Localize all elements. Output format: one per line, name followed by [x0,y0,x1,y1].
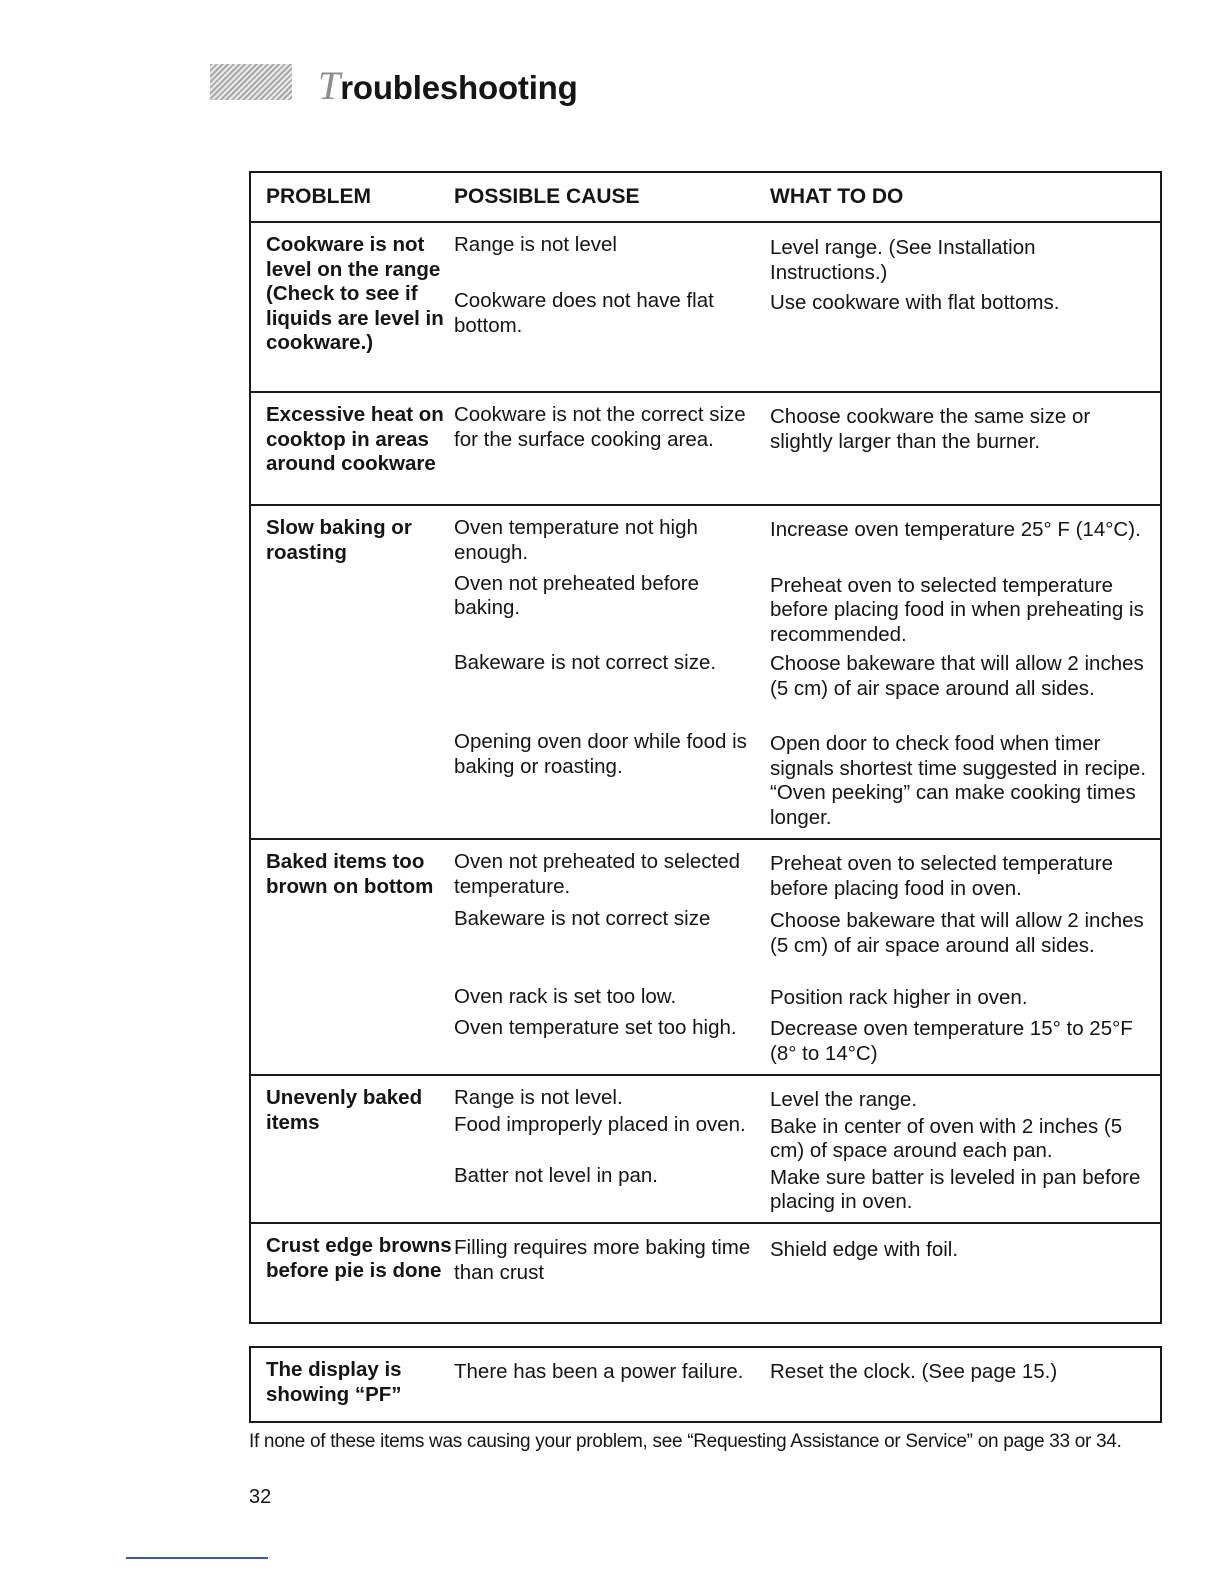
cause-remedy-pair [454,231,1160,289]
cause-remedy-pair [454,401,1160,454]
cause-cell: Food improperly placed in oven. [454,1112,746,1136]
cause-remedy-group [454,848,1160,1066]
cause-cell: Bakeware is not correct size [454,907,711,931]
remedy-cell: Shield edge with foil. [770,1238,959,1261]
remedy-cell: Level the range. [770,1088,918,1111]
remedy-cell: Reset the clock. (See page 15.) [770,1360,1058,1383]
remedy-cell: Decrease oven temperature 15° to 25°F (8° to 14°C) [770,1017,1133,1065]
cause-cell: Batter not level in pan. [454,1163,658,1187]
remedy-cell: Make sure batter is leveled in pan before placing in oven. [770,1165,1141,1213]
cause-cell: Cookware is not the correct size for the surface cooking area. [454,403,746,451]
table-row [251,506,1160,840]
remedy-cell: Choose cookware the same size or slightly larger than the burner. [770,405,1091,453]
cause-cell: Oven temperature set too high. [454,1016,737,1040]
remedy-cell: Bake in center of oven with 2 inches (5 cm) of space around each pan. [770,1114,1123,1162]
cause-remedy-group [454,514,1160,830]
cause-cell: There has been a power failure. [454,1360,744,1383]
cause-remedy-pair [454,514,1160,572]
cause-cell: Range is not level [454,233,617,256]
table-row [251,1076,1160,1224]
remedy-cell: Level range. (See Installation Instructions.) [770,236,1036,284]
page-header [210,60,578,110]
cause-remedy-pair [454,907,1160,985]
table-row [251,1224,1160,1322]
remedy-cell: Open door to check food when timer signals shortest time suggested in recipe. “Oven peeking” can make cooking times longer. [770,732,1147,829]
cause-remedy-group [454,1084,1160,1214]
cause-remedy-pair [454,1164,1160,1215]
cause-cell: Oven not preheated before baking. [454,571,700,620]
cause-cell: Oven not preheated to selected temperature. [454,850,741,898]
table-header-row [251,173,1160,223]
troubleshooting-table [249,171,1162,1324]
table-row [251,840,1160,1076]
remedy-cell: Position rack higher in oven. [770,986,1028,1010]
cause-remedy-pair [454,985,1160,1016]
remedy-cell: Use cookware with flat bottoms. [770,291,1060,314]
header-initial: T [318,63,341,108]
problem-cell: Excessive heat on cooktop in areas around cookware [266,403,444,475]
remedy-cell: Increase oven temperature 25° F (14°C). [770,518,1141,541]
cause-cell: Range is not level. [454,1086,623,1109]
page-number: 32 [249,1486,272,1508]
problem-cell: Baked items too brown on bottom [266,850,434,898]
problem-cell: Crust edge browns before pie is done [266,1234,452,1282]
table-row [251,223,1160,393]
column-header-cause: POSSIBLE CAUSE [454,185,640,208]
cause-remedy-pair [454,1358,1160,1421]
cause-remedy-pair [454,730,1160,830]
column-header-problem: PROBLEM [266,185,371,208]
cause-cell: Oven rack is set too low. [454,985,677,1009]
column-header-todo: WHAT TO DO [770,185,904,208]
pf-display-table [249,1346,1162,1423]
cause-cell: Opening oven door while food is baking or roasting. [454,730,747,778]
cause-remedy-group [454,231,1160,383]
cause-remedy-pair [454,848,1160,907]
cause-remedy-group [454,1232,1160,1314]
cause-cell: Bakeware is not correct size. [454,651,717,675]
problem-cell: Slow baking or roasting [266,516,412,564]
cause-cell: Filling requires more baking time than crust [454,1236,751,1284]
cause-remedy-pair [454,1084,1160,1113]
problem-cell: The display is showing “PF” [266,1358,402,1406]
remedy-cell: Preheat oven to selected temperature before placing food in oven. [770,852,1114,900]
footer-rule [126,1557,268,1559]
cause-remedy-pair [454,1016,1160,1066]
header-decorative-band [210,64,292,100]
problem-cell: Unevenly baked items [266,1086,423,1134]
cause-remedy-pair [454,651,1160,730]
cause-remedy-pair [454,1232,1160,1285]
cause-remedy-pair [454,572,1160,652]
cause-remedy-pair [454,289,1160,338]
remedy-cell: Choose bakeware that will allow 2 inches (5 cm) of air space around all sides. [770,909,1144,957]
remedy-cell: Choose bakeware that will allow 2 inches (5 cm) of air space around all sides. [770,652,1144,700]
problem-cell: Cookware is not level on the range (Check to see if liquids are level in cookware.) [266,233,444,354]
cause-cell: Cookware does not have flat bottom. [454,289,714,337]
page-title: roubleshooting [340,69,578,106]
table-row [251,393,1160,506]
cause-remedy-pair [454,1113,1160,1164]
footnote-text: If none of these items was causing your problem, see “Requesting Assistance or Service” on page 33 or 34. [249,1431,1122,1452]
cause-cell: Oven temperature not high enough. [454,516,698,564]
remedy-cell: Preheat oven to selected temperature before placing food in when preheating is recommended. [770,573,1144,646]
cause-remedy-group [454,401,1160,496]
